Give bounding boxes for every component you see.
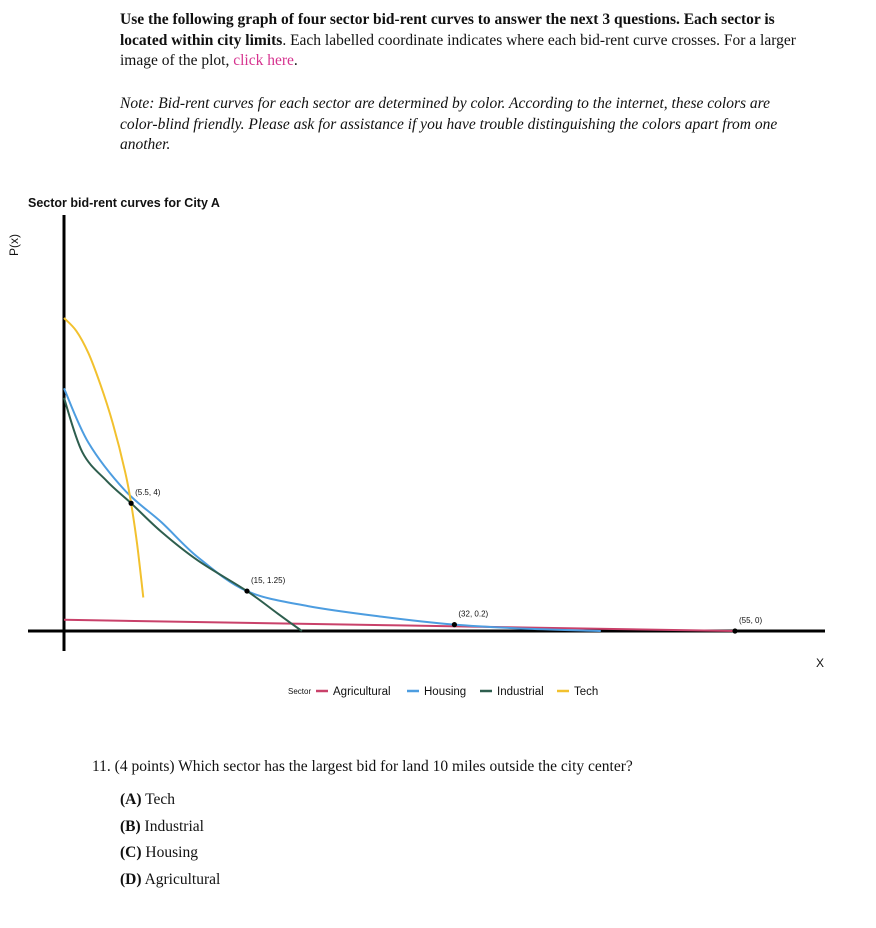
intersection-label-3: (32, 0.2) [458, 609, 489, 619]
intro-plain-text: . Each labelled coordinate indicates where each bid-rent curve crosses. For a larger image of the plot, [120, 31, 796, 69]
choice-d[interactable]: (D) Agricultural [120, 870, 221, 888]
y-axis-label: P(x) [7, 234, 21, 256]
intersection-point-3 [452, 622, 457, 627]
intro-paragraph [120, 10, 800, 72]
choice-c[interactable]: (C) Housing [120, 844, 198, 861]
curve-tech [64, 318, 143, 598]
curve-agricultural [64, 620, 735, 631]
legend-label-agricultural: Agricultural [333, 686, 391, 698]
legend-label-industrial: Industrial [497, 686, 544, 698]
legend-label-tech: Tech [574, 686, 599, 698]
choice-b[interactable]: (B) Industrial [120, 817, 204, 835]
intersection-label-2: (15, 1.25) [251, 576, 286, 586]
answer-choices [120, 790, 220, 896]
curve-housing [64, 388, 601, 631]
intersection-point-4 [732, 628, 737, 633]
choice-a[interactable]: (A) Tech [120, 791, 176, 808]
note-paragraph: Note: Bid-rent curves for each sector are determined by color. According to the internet, these colors are color-blind friendly. Please ask for assistance if you have trouble distinguishing the colors apart from one another. [120, 95, 778, 153]
intersection-point-1 [129, 501, 134, 506]
question-text: 11. (4 points) Which sector has the largest bid for land 10 miles outside the city center? [92, 758, 633, 775]
intersection-label-1: (5.5, 4) [135, 488, 161, 498]
plot-link[interactable]: click here [233, 52, 294, 69]
bid-rent-chart [0, 185, 876, 715]
x-axis-label: X [815, 656, 825, 670]
intro-bold-text: Use the following graph of four sector bid-rent curves to answer the next 3 questions. Each sector is located within city limits [120, 11, 775, 49]
legend-title: Sector [288, 687, 312, 696]
curve-industrial [64, 398, 302, 631]
intersection-point-2 [244, 588, 249, 593]
chart-title: Sector bid-rent curves for City A [28, 196, 220, 210]
intro-end-text: . [293, 52, 298, 69]
intersection-label-4: (55, 0) [739, 616, 763, 625]
legend-label-housing: Housing [424, 686, 467, 698]
